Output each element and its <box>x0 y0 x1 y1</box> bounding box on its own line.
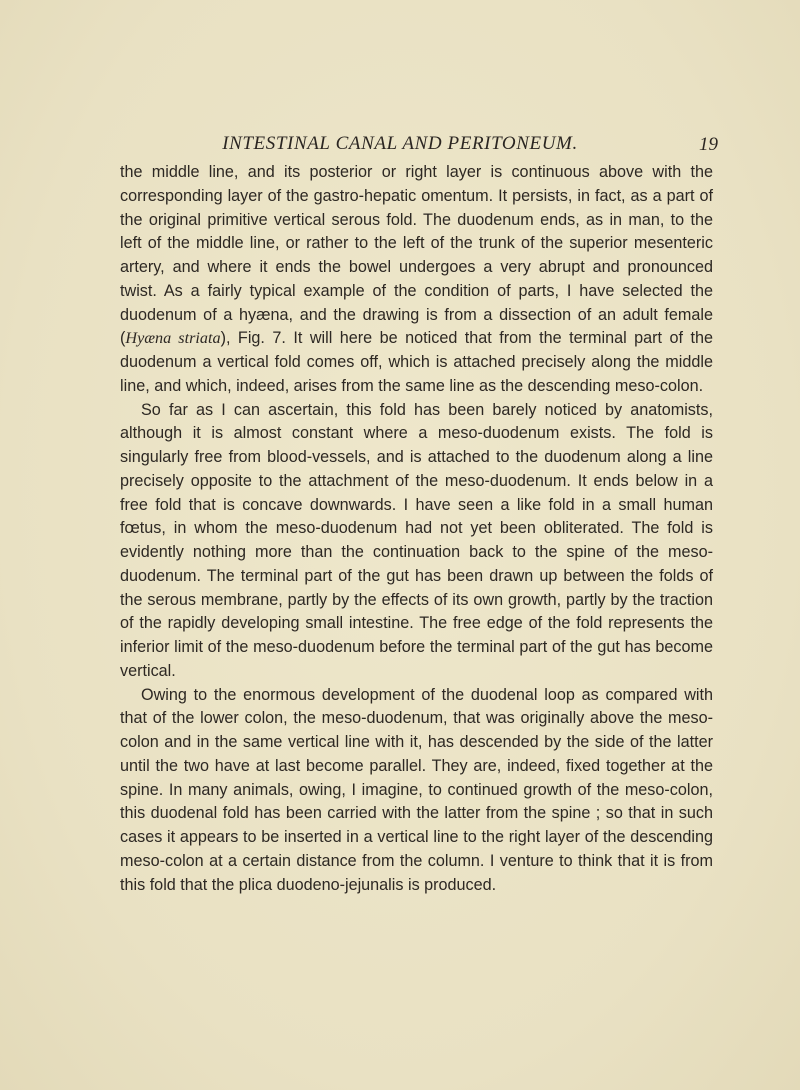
running-header <box>0 133 800 159</box>
species-name: Hyæna striata <box>125 329 221 348</box>
paragraph-3: Owing to the enormous development of the duodenal loop as compared with that of the lower colon, the meso-duodenum, that was originally above the meso-colon and in the same vertical line with it, has descended by the side of the latter until the two have at last become parallel. They are, indeed, fixed together at the spine. In many animals, owing, I imagine, to continued growth of the meso-colon, this duodenal fold has been carried with the latter from the spine ; so that in such cases it appears to be inserted in a vertical line to the right layer of the descending meso-colon at a certain distance from the column. I venture to think that it is from this fold that the plica duodeno-jejunalis is produced. <box>120 685 713 894</box>
paragraph-1 <box>120 161 713 399</box>
body-text <box>120 161 713 897</box>
paragraph-1-text-before: the middle line, and its posterior or right layer is continuous above with the corresponding layer of the gastro-hepatic omentum. It persists, in fact, as a part of the original primitive vertical serous fold. The duodenum ends, as in man, to the left of the middle line, or rather to the left of the trunk of the superior mesenteric artery, and where it ends the bowel undergoes a very abrupt and pronounced twist. As a fairly typical example of the condition of parts, I have selected the duodenum of a hyæna, and the drawing is from a dissection of an adult female ( <box>120 163 713 348</box>
page-number: 19 <box>699 134 718 155</box>
paragraph-1-text-after: ), Fig. 7. It will here be noticed that from the terminal part of the duodenum a vertical fold comes off, which is attached precisely along the middle line, and which, indeed, arises from the same line as the descending meso-colon. <box>120 329 714 395</box>
chapter-title: INTESTINAL CANAL AND PERITONEUM. <box>222 133 578 154</box>
paragraph-2: So far as I can ascertain, this fold has been barely noticed by anatomists, although it is almost constant where a meso-duodenum exists. The fold is singularly free from blood-vessels, and is attached to the duodenum along a line precisely opposite to the attachment of the meso-duodenum. It ends below in a free fold that is concave downwards. I have seen a like fold in a small human fœtus, in whom the meso-duodenum had not yet been obliterated. The fold is evidently nothing more than the continuation back to the spine of the meso-duodenum. The terminal part of the gut has been drawn up between the folds of the serous membrane, partly by the effects of its own growth, partly by the traction of the rapidly developing small intestine. The free edge of the fold represents the inferior limit of the meso-duodenum before the terminal part of the gut has become vertical. <box>120 400 713 680</box>
